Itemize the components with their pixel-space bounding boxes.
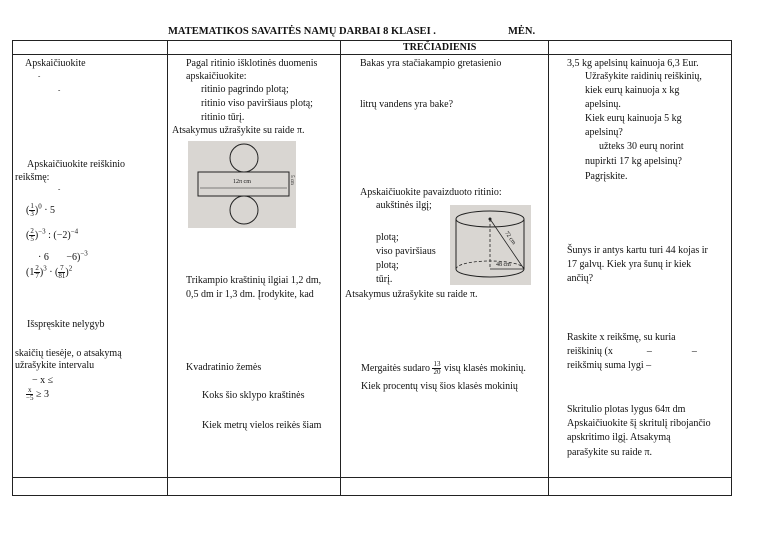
c1-dash2: - xyxy=(58,86,61,94)
c1-task2-line2: reikšmę: xyxy=(15,172,50,183)
c1-dash3: - xyxy=(58,185,61,193)
c1-inequality-2: $\frac{x}{-5}$ ≥ 3 xyxy=(26,386,49,403)
net-length-label: 12π cm xyxy=(233,179,251,185)
c4-line9: Pagrįskite. xyxy=(585,171,628,182)
col-divider-2 xyxy=(340,40,341,496)
c1-task1: Apskaičiuokite xyxy=(25,58,86,69)
table-bottom-border xyxy=(12,495,732,496)
c4-line7: užteks 30 eurų norint xyxy=(599,141,684,152)
c4-find-x-line1: Raskite x reikšmę, su kuria xyxy=(567,332,676,343)
table-footer-divider xyxy=(12,477,732,478)
table-header-divider xyxy=(12,54,732,55)
c2-line5: ritinio tūrį. xyxy=(201,112,245,123)
c3-line5: plotą; xyxy=(376,232,399,243)
c2-triangle-line2: 0,5 dm ir 1,3 dm. Įrodykite, kad xyxy=(186,289,314,300)
c3-percent-line: Kiek procentų visų šios klasės mokinių xyxy=(361,381,518,392)
c3-line7: plotą; xyxy=(376,260,399,271)
c3-line8: tūrį. xyxy=(376,274,393,285)
c3-line3: Apskaičiuokite pavaizduoto ritinio: xyxy=(360,187,502,198)
c4-line1: 3,5 kg apelsinų kainuoja 6,3 Eur. xyxy=(567,58,699,69)
cylinder-slant-label: 72 cm xyxy=(503,230,517,247)
c4-line2: Užrašykite raidinių reiškinių, xyxy=(585,71,702,82)
c4-line3: kiek eurų kainuoja x kg xyxy=(585,85,680,96)
net-height-label: 5 cm xyxy=(288,175,294,185)
c2-square-line2: Koks šio sklypo kraštinės xyxy=(202,390,305,401)
c2-square-line3: Kiek metrų vielos reikės šiam xyxy=(202,420,322,431)
c1-expression-1: ( $\frac{1}{3}$ )$^0$ · 5 xyxy=(26,202,56,219)
c1-inequality-1: − x ≤ xyxy=(32,375,54,386)
c2-line6: Atsakymus užrašykite su raide π. xyxy=(172,125,305,136)
c2-line1: Pagal ritinio išklotinės duomenis xyxy=(186,58,318,69)
table-right-border xyxy=(731,40,732,496)
c4-circle-line2: Apskaičiuokite šį skritulį ribojančio xyxy=(567,418,711,429)
c4-line6: apelsinų? xyxy=(585,127,623,138)
c3-line9: Atsakymus užrašykite su raide π. xyxy=(345,289,478,300)
c1-expression-4: (1 $\frac{2}{7}$ )$^3$ · ( $\frac{7}{81}$ )$^2$ xyxy=(26,264,73,281)
c3-line6: viso paviršiaus xyxy=(376,246,436,257)
c3-line2: litrų vandens yra bake? xyxy=(360,99,454,110)
c4-dogs-line2: 17 galvų. Kiek yra šunų ir kiek xyxy=(567,259,692,270)
c4-line4: apelsinų. xyxy=(585,99,621,110)
table-left-border xyxy=(12,40,13,496)
cylinder-figure xyxy=(450,205,531,285)
c4-circle-line3: apskritimo ilgį. Atsakymą xyxy=(567,432,671,443)
c1-expression-2: ( $\frac{2}{5}$ )$^{-3}$ : $(-2)^{-4}$ xyxy=(26,227,79,244)
c1-task3-line2: skaičių tiesėje, o atsakymą xyxy=(15,348,122,359)
c2-line3: ritinio pagrindo plotą; xyxy=(201,84,289,95)
month-label: MĖN. xyxy=(508,26,536,37)
c4-dogs-line1: Šunys ir antys kartu turi 44 kojas ir xyxy=(567,245,708,256)
c2-triangle-line1: Trikampio kraštinių ilgiai 1,2 dm, xyxy=(186,275,322,286)
c4-circle-line1: Skritulio plotas lygus 64π dm xyxy=(567,404,686,415)
c4-line8: nupirkti 17 kg apelsinų? xyxy=(585,156,682,167)
c4-line5: Kiek eurų kainuoja 5 kg xyxy=(585,113,682,124)
c3-girls-line: Mergaitės sudaro $\frac{13}{20}$ visų klasės mokinių. xyxy=(361,360,526,377)
c3-line1: Bakas yra stačiakampio gretasienio xyxy=(360,58,502,69)
document-title: MATEMATIKOS SAVAITĖS NAMŲ DARBAI 8 KLASEI . xyxy=(168,26,436,37)
c1-task2-line1: Apskaičiuokite reiškinio xyxy=(27,159,126,170)
table-top-border xyxy=(12,40,732,41)
c2-line2: apskaičiuokite: xyxy=(186,71,247,82)
c2-line4: ritinio viso paviršiaus plotą; xyxy=(201,98,313,109)
c4-find-x-line3: reikšmių suma lygi – xyxy=(567,360,652,371)
c1-task3-line1: Išspręskite nelygyb xyxy=(27,319,105,330)
c1-task3-line3: užrašykite intervalu xyxy=(15,360,95,371)
c2-square-line1: Kvadratinio žemės xyxy=(186,362,262,373)
c4-circle-line4: parašykite su raide π. xyxy=(567,447,653,458)
c4-find-x-line2: reiškinių (x – – xyxy=(567,346,697,357)
col-divider-1 xyxy=(167,40,168,496)
cylinder-radius-label: 48 cm xyxy=(496,262,511,268)
cylinder-net-figure xyxy=(188,141,296,228)
day-header: TREČIADIENIS xyxy=(403,42,477,53)
c3-line4: aukštinės ilgį; xyxy=(376,200,432,211)
c1-expression-3: · 6 −6)$^{-3}$ xyxy=(38,249,88,263)
col-divider-3 xyxy=(548,40,549,496)
c1-dash1: - xyxy=(38,72,41,80)
c4-dogs-line3: ančių? xyxy=(567,273,594,284)
